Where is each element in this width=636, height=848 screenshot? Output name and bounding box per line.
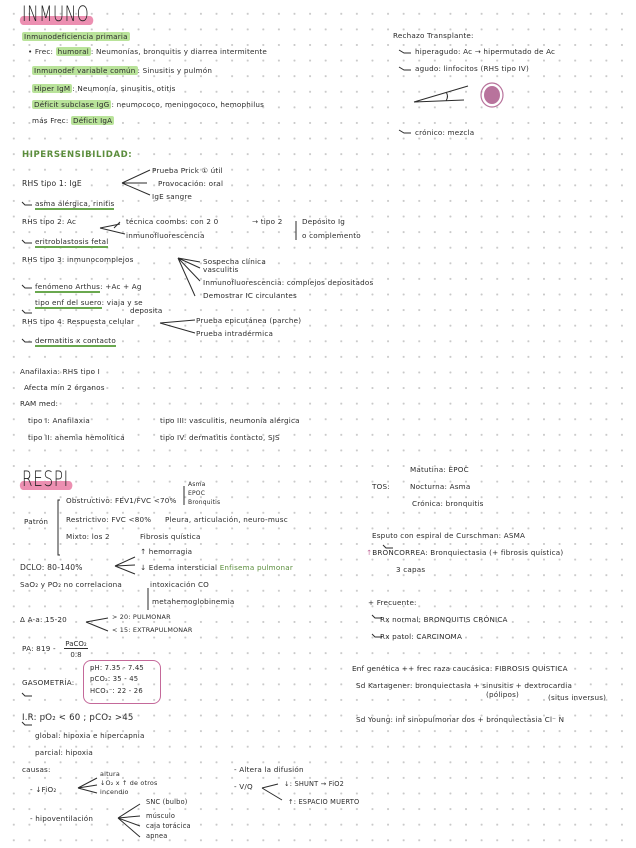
fio2-branch: altura [100,770,120,778]
inmuno-line-3: Hiper IgM : Neumonía, sinusitis, otitis [34,84,176,93]
rhs3-branch: Demostrar IC circulantes [203,291,297,300]
tos-item: Crónica: bronquitis [412,499,484,508]
gaso-value: pCO₂: 35 - 45 [90,675,139,683]
ram-tipo: tipo IV: dermatitis contacto, SJS [160,433,280,442]
patron-bracket: EPOC [188,490,206,497]
rhs2-branch: inmunofluorescencia [126,231,205,240]
ir-parcial: parcial: hipoxia [35,748,93,757]
hipovent-branch: músculo [146,812,176,820]
kartagener-note: (pólipos) [486,690,520,699]
rhs4-sub: dermatitis x contacto [35,336,116,345]
patron-note: Fibrosis quística [140,532,201,541]
patron-label: Patrón [24,517,49,526]
rhs3-sub-2b: deposita [130,306,163,315]
delta-branch: > 20: PULMONAR [112,613,171,621]
delta-label: Δ A-a: 15-20 [20,615,67,624]
tos-item: Nocturna: Asma [410,482,471,491]
gasometria-label: GASOMETRÍA: [22,678,75,687]
hipovent-label: - hipoventilación [30,814,94,823]
rhs3-sub-1: fenómeno Arthus: +Ac + Ag [35,282,142,291]
vq-label: - V/Q [234,782,253,791]
frecuente-label: + Frecuente: [368,598,417,607]
rhs1-label: RHS tipo 1: IgE [22,179,82,188]
hipovent-branch: apnea [146,832,168,840]
dclo-branch-2: ↓ Edema intersticial Enfisema pulmonar [140,563,293,572]
patron-note: Pleura, articulación, neuro-musc [165,515,288,524]
ram-tipo: tipo I: Anafilaxia [28,416,90,425]
rhs3-sub-2: tipo enf del suero: viaja y se [35,298,143,307]
esputo-line: Esputo con espiral de Curschman: ASMA [372,531,526,540]
rhs4-branch: Prueba intradérmica [196,329,274,338]
rhs3-branch: vasculitis [203,265,239,274]
ram-tipo: tipo III: vasculitis, neumonía alérgica [160,416,300,425]
vq-branch: ↑: ESPACIO MUERTO [288,798,360,806]
section-title-inmuno: INMUNO [22,2,89,26]
anafilaxia-line: RAM med: [20,399,59,408]
rechazo-item: agudo: linfocitos (RHS tipo IV) [415,64,530,73]
rhs2-label: RHS tipo 2: Ac [22,217,77,226]
difusion-label: - Altera la difusión [234,765,304,774]
capas-line: 3 capas [396,565,426,574]
patron-bracket: Asma [188,481,206,488]
broncorrea-line: ↑BRONCORREA: Bronquiectasia (+ fibrosis quística) [366,548,564,557]
fio2-branch: ↓O₂ x ↑ de otros [100,779,158,787]
rhs3-branch: Inmunofluorescencia: complejos depositados [203,278,374,287]
circle-drawing [481,83,503,107]
inmuno-line-1: • Frec: humoral : Neumonías, bronquitis y diarrea intermitente [28,47,268,56]
vq-branch: ↓: SHUNT → FiO2 [284,780,345,788]
rhs4-label: RHS tipo 4: Respuesta celular [22,317,135,326]
sao2-item: metahemoglobinemia [152,597,235,606]
rhs2-bracket: Depósito Ig [302,217,346,226]
fio2-branch: incendio [100,788,129,796]
section-title-hipersensibilidad: HIPERSENSIBILIDAD: [22,150,133,160]
patron-row: Obstructivo: FEV1/FVC <70% [66,496,177,505]
kartagener-note: (situs inversus) [548,693,607,702]
sao2-item: intoxicación CO [150,580,210,589]
rhs4-branch: Prueba epicutánea (parche) [196,316,302,325]
rhs2-arrow: → tipo 2 [252,217,283,226]
gaso-value: HCO₃⁻: 22 - 26 [90,687,143,695]
rhs2-sub: eritroblastosis fetal [35,237,109,246]
pa-numerator: PaCO₂ [65,640,87,648]
pa-label: PA: 819 - [22,644,56,653]
young-line: Sd Young: inf sinopulmonar dos + bronquiectasia Cl⁻ N [356,715,565,724]
rhs3-branch: Sospecha clínica [203,257,266,266]
inmuno-subtitle: Inmunodeficiencia primaria [24,32,128,41]
rechazo-item: hiperagudo: Ac → hipermutado de Ac [415,47,556,56]
gaso-value: pH: 7.35 - 7.45 [90,664,144,672]
inmuno-line-4: Déficit subclase IgG : neumococo, meningococo, hemophilus [34,100,265,109]
rx-patol: Rx patol: CARCINOMA [380,632,463,641]
anafilaxia-line: Anafilaxia: RHS tipo I [20,367,100,376]
rhs1-sub: asma alérgica, rinitis [35,199,115,208]
rechazo-title: Rechazo Transplante: [393,31,474,40]
tos-item: Matutina: EPOC [410,465,469,474]
sao2-label: SaO₂ y PO₂ no correlaciona [20,580,123,589]
tos-label: TOS: [372,482,390,491]
ir-global: global: hipoxia e hipercapnia [35,731,145,740]
rechazo-item: crónico: mezcla [415,128,475,137]
rhs1-branch: Prueba Prick ① útil [152,166,223,175]
ir-label: I.R: pO₂ < 60 ; pCO₂ >45 [22,713,134,723]
rhs2-bracket: o complemento [302,231,361,240]
patron-row: Mixto: los 2 [66,532,110,541]
dclo-label: DCLO: 80-140% [20,563,83,572]
causas-label: causas: [22,765,51,774]
rhs1-branch: IgE sangre [152,192,192,201]
genetica-line: Enf genética ++ frec raza caucásica: FIBROSIS QUÍSTICA [352,664,568,673]
patron-row: Restrictivo: FVC <80% [66,515,152,524]
inmuno-line-2: Inmunodef variable común : Sinusitis y pulmón [34,66,213,75]
kartagener-line: Sd Kartagener: bronquiectasia + sinusitis + dextrocardia [356,681,573,690]
pa-denominator: 0.8 [70,651,82,659]
delta-branch: < 15: EXTRAPULMONAR [112,626,193,634]
fio2-label: - ↓FiO₂ [30,785,57,794]
dclo-branch: ↑ hemorragia [140,547,193,556]
hipovent-branch: caja torácica [146,822,191,830]
hipovent-branch: SNC (bulbo) [146,798,188,806]
rhs2-branch: técnica coombs: con 2 0 [126,217,219,226]
inmuno-line-5: más Frec: Déficit IgA [32,116,113,125]
rx-normal: Rx normal: BRONQUITIS CRÓNICA [380,615,508,624]
patron-bracket: Bronquitis [188,499,221,506]
rhs3-label: RHS tipo 3: inmunocomplejos [22,255,134,264]
section-title-respi: RESPI [22,467,69,491]
ram-tipo: tipo II: anemia hemolítica [28,433,125,442]
rhs1-branch: Provocación: oral [158,179,224,188]
anafilaxia-line: Afecta mín 2 órganos [24,383,105,392]
